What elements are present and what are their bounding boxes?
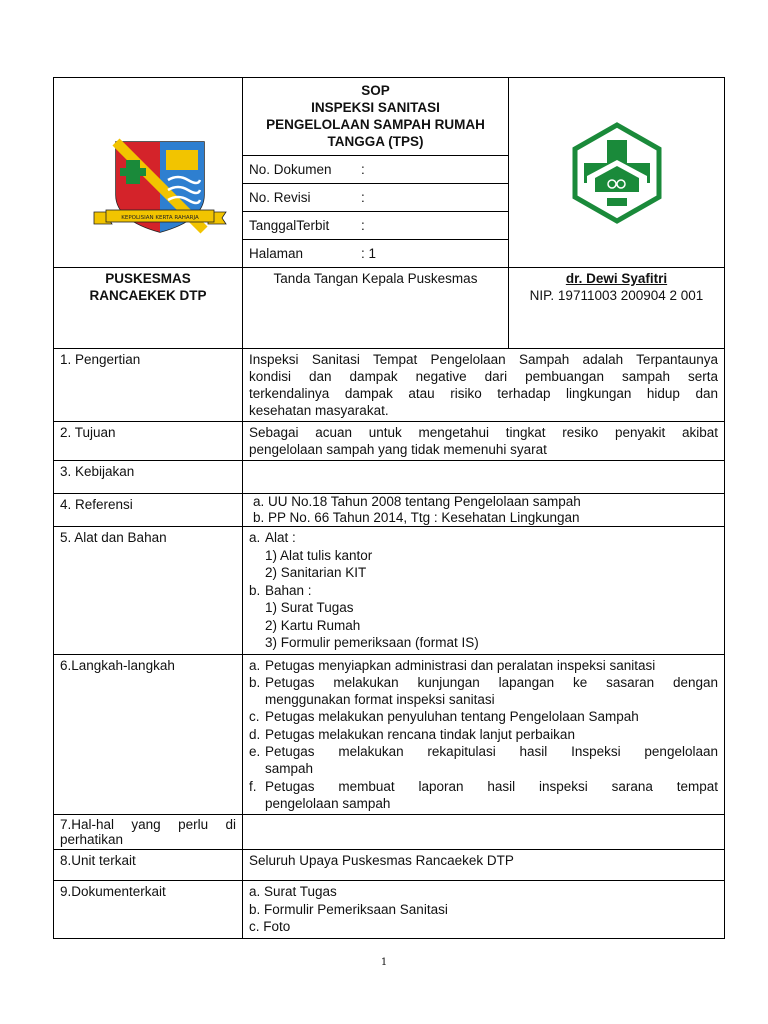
row-content-alat-bahan: a. Alat : 1) Alat tulis kantor 2) Sanitarian KIT b. Bahan : 1) Surat Tugas 2) Kartu Rumah 3) Formulir pemeriksaan (format IS): [243, 527, 725, 655]
title-meta-cell: [243, 78, 509, 268]
head-signature: [509, 268, 725, 349]
list-item: e. Petugas melakukan rekapitulasi hasil Inspeksi pengelolaan: [249, 743, 718, 759]
row-label-unit: 8.Unit terkait: [54, 850, 243, 881]
head-name: dr. Dewi Syafitri: [565, 271, 668, 286]
row-label-pengertian: 1. Pengertian: [54, 349, 243, 422]
meta-no-dokumen: No. Dokumen :: [243, 155, 508, 183]
sop-document: [53, 77, 724, 939]
list-item: a. Petugas menyiapkan administrasi dan peralatan inspeksi sanitasi: [249, 657, 656, 673]
district-logo-cell: [54, 78, 243, 268]
row-content-tujuan: Sebagai acuan untuk mengetahui tingkat resiko penyakit akibat pengelolaan sampah yang tidak memenuhi syarat: [243, 422, 725, 461]
list-item: c. Petugas melakukan penyuluhan tentang Pengelolaan Sampah: [249, 709, 639, 725]
page-number: 1: [380, 957, 388, 968]
meta-tanggal-terbit: TanggalTerbit :: [243, 211, 508, 239]
row-content-unit: Seluruh Upaya Puskesmas Rancaekek DTP: [243, 850, 725, 881]
row-content-hal: [243, 815, 725, 850]
head-nip: NIP. 19711003 200904 2 001: [529, 288, 704, 303]
sop-title: SOP INSPEKSI SANITASI PENGELOLAAN SAMPAH RUMAH TANGGA (TPS): [266, 83, 485, 149]
puskesmas-logo-icon: [509, 80, 725, 261]
row-content-pengertian: Inspeksi Sanitasi Tempat Pengelolaan Sampah adalah Terpantaunya kondisi dan dampak negative dari pembuangan sampah serta terkendalinya dampak atau risiko terhadap lingkungan hidup dan kesehatan masyarakat.: [243, 349, 725, 422]
row-label-langkah: 6.Langkah-langkah: [54, 654, 243, 815]
district-logo-icon: [54, 80, 243, 261]
meta-no-revisi: No. Revisi :: [243, 183, 508, 211]
health-logo-cell: [509, 78, 725, 268]
org-name: PUSKESMAS RANCAEKEK DTP: [54, 268, 243, 349]
row-label-tujuan: 2. Tujuan: [54, 422, 243, 461]
list-item: b. Petugas melakukan kunjungan lapangan ke sasaran dengan: [249, 674, 718, 690]
list-item: f. Petugas membuat laporan hasil inspeksi sarana tempat: [249, 778, 718, 794]
row-content-kebijakan: [243, 461, 725, 494]
row-label-kebijakan: 3. Kebijakan: [54, 461, 243, 494]
svg-text:KEPOLISIAN KERTA RAHARJA: KEPOLISIAN KERTA RAHARJA: [121, 215, 199, 221]
meta-halaman: Halaman : 1: [243, 239, 508, 267]
signature-label: Tanda Tangan Kepala Puskesmas: [243, 268, 509, 349]
row-label-dokumen: 9.Dokumenterkait: [54, 881, 243, 939]
list-item: d. Petugas melakukan rencana tindak lanjut perbaikan: [249, 726, 575, 742]
row-content-langkah: a. Petugas menyiapkan administrasi dan peralatan inspeksi sanitasi b. Petugas melakukan kunjungan lapangan ke sasaran dengan menggunakan format inspeksi sanitasi c. Petugas melakukan penyuluhan tentang Pengelolaan Sampah d. Petugas melakukan rencana tindak lanjut perbaikan e. Petugas melakukan rekapitulasi hasil Inspeksi pengelolaan sampah f. Petugas membuat laporan hasil inspeksi sarana tempat pengelolaan sampah: [243, 654, 725, 815]
alat-heading: a. Alat :: [249, 530, 296, 545]
row-label-alat-bahan: 5. Alat dan Bahan: [54, 527, 243, 655]
row-label-referensi: 4. Referensi: [54, 494, 243, 527]
row-content-referensi: a. UU No.18 Tahun 2008 tentang Pengelolaan sampah b. PP No. 66 Tahun 2014, Ttg : Kesehatan Lingkungan: [243, 494, 725, 527]
bahan-heading: b. Bahan :: [249, 582, 312, 598]
sop-table: [53, 77, 725, 939]
row-label-hal: 7.Hal-hal yang perlu di perhatikan: [54, 815, 243, 850]
row-content-dokumen: a. Surat Tugas b. Formulir Pemeriksaan Sanitasi c. Foto: [243, 881, 725, 939]
